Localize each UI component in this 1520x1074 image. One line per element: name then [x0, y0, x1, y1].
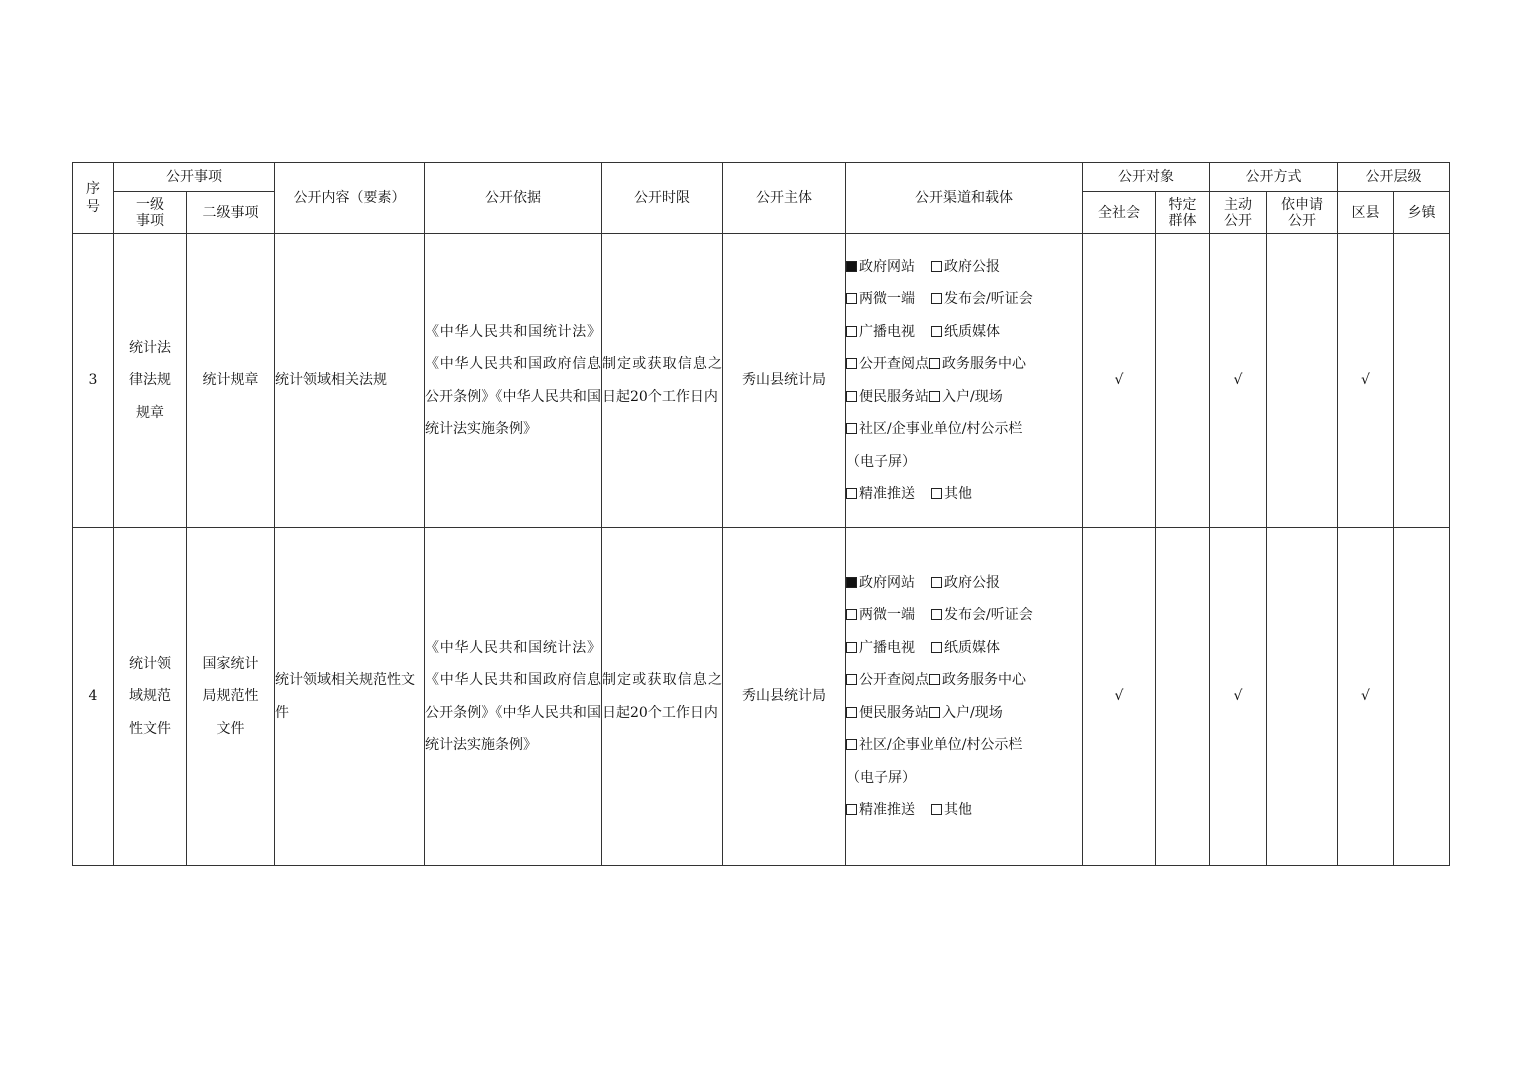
- checkbox-icon: [846, 358, 857, 369]
- checkbox-icon: [846, 326, 857, 337]
- header-level1: 一级事项: [114, 192, 187, 234]
- checkbox-icon: [929, 391, 940, 402]
- header-time-limit: 公开时限: [602, 163, 723, 234]
- header-level: 公开层级: [1338, 163, 1450, 192]
- row-m-request: [1267, 528, 1338, 866]
- row-time-limit: 制定或获取信息之日起20个工作日内: [602, 234, 723, 528]
- row-m-active: √: [1210, 528, 1267, 866]
- checkbox-icon: [929, 358, 940, 369]
- checkbox-icon: [929, 674, 940, 685]
- row-obj-specific: [1156, 528, 1210, 866]
- row-time-limit: 制定或获取信息之日起20个工作日内: [602, 528, 723, 866]
- checkbox-icon: [931, 488, 942, 499]
- row-seq: 3: [73, 234, 114, 528]
- row-obj-all: √: [1083, 234, 1156, 528]
- row-level1: 统计领域规范性文件: [114, 528, 187, 866]
- checkbox-icon: [931, 261, 942, 272]
- row-content: 统计领域相关规范性文件: [275, 528, 425, 866]
- checkbox-icon: [846, 391, 857, 402]
- checkbox-icon: [931, 293, 942, 304]
- checkbox-checked-icon: [846, 577, 857, 588]
- checkbox-icon: [931, 609, 942, 620]
- row-lv-town: [1394, 528, 1450, 866]
- row-obj-all: √: [1083, 528, 1156, 866]
- header-obj-specific: 特定群体: [1156, 192, 1210, 234]
- row-subject: 秀山县统计局: [723, 234, 846, 528]
- row-subject: 秀山县统计局: [723, 528, 846, 866]
- header-level2: 二级事项: [187, 192, 275, 234]
- row-level1: 统计法律法规规章: [114, 234, 187, 528]
- header-lv-town: 乡镇: [1394, 192, 1450, 234]
- header-m-request: 依申请公开: [1267, 192, 1338, 234]
- checkbox-icon: [931, 326, 942, 337]
- checkbox-icon: [929, 707, 940, 718]
- checkbox-icon: [846, 674, 857, 685]
- row-lv-town: [1394, 234, 1450, 528]
- row-seq: 4: [73, 528, 114, 866]
- row-basis: 《中华人民共和国统计法》《中华人民共和国政府信息公开条例》《中华人民共和国统计法实施条例》: [425, 234, 602, 528]
- table-row: [73, 528, 1450, 866]
- checkbox-icon: [846, 488, 857, 499]
- row-obj-specific: [1156, 234, 1210, 528]
- checkbox-icon: [846, 423, 857, 434]
- table-row: [73, 234, 1450, 528]
- row-m-active: √: [1210, 234, 1267, 528]
- row-lv-county: √: [1338, 234, 1394, 528]
- checkbox-icon: [846, 293, 857, 304]
- header-channels: 公开渠道和载体: [846, 163, 1083, 234]
- checkbox-icon: [846, 739, 857, 750]
- row-m-request: [1267, 234, 1338, 528]
- header-obj-all: 全社会: [1083, 192, 1156, 234]
- row-channels: 政府网站 政府公报 两微一端 发布会/听证会 广播电视 纸质媒体 公开查阅点 政务服务中心 便民服务站 入户/现场 社区/企事业单位/村公示栏 （电子屏） 精准推送 其他: [846, 528, 1083, 866]
- header-seq: 序号: [73, 163, 114, 234]
- checkbox-icon: [931, 577, 942, 588]
- header-subject: 公开主体: [723, 163, 846, 234]
- checkbox-icon: [931, 804, 942, 815]
- header-basis: 公开依据: [425, 163, 602, 234]
- header-content: 公开内容（要素）: [275, 163, 425, 234]
- row-level2: 统计规章: [187, 234, 275, 528]
- row-channels: 政府网站 政府公报 两微一端 发布会/听证会 广播电视 纸质媒体 公开查阅点 政务服务中心 便民服务站 入户/现场 社区/企事业单位/村公示栏 （电子屏） 精准推送 其他: [846, 234, 1083, 528]
- disclosure-table: [72, 162, 1450, 866]
- row-level2: 国家统计局规范性文件: [187, 528, 275, 866]
- checkbox-icon: [846, 609, 857, 620]
- checkbox-icon: [846, 707, 857, 718]
- checkbox-icon: [846, 642, 857, 653]
- header-lv-county: 区县: [1338, 192, 1394, 234]
- header-matter: 公开事项: [114, 163, 275, 192]
- header-method: 公开方式: [1210, 163, 1338, 192]
- checkbox-icon: [931, 642, 942, 653]
- header-m-active: 主动公开: [1210, 192, 1267, 234]
- header-object: 公开对象: [1083, 163, 1210, 192]
- row-basis: 《中华人民共和国统计法》《中华人民共和国政府信息公开条例》《中华人民共和国统计法实施条例》: [425, 528, 602, 866]
- checkbox-checked-icon: [846, 261, 857, 272]
- row-content: 统计领域相关法规: [275, 234, 425, 528]
- row-lv-county: √: [1338, 528, 1394, 866]
- checkbox-icon: [846, 804, 857, 815]
